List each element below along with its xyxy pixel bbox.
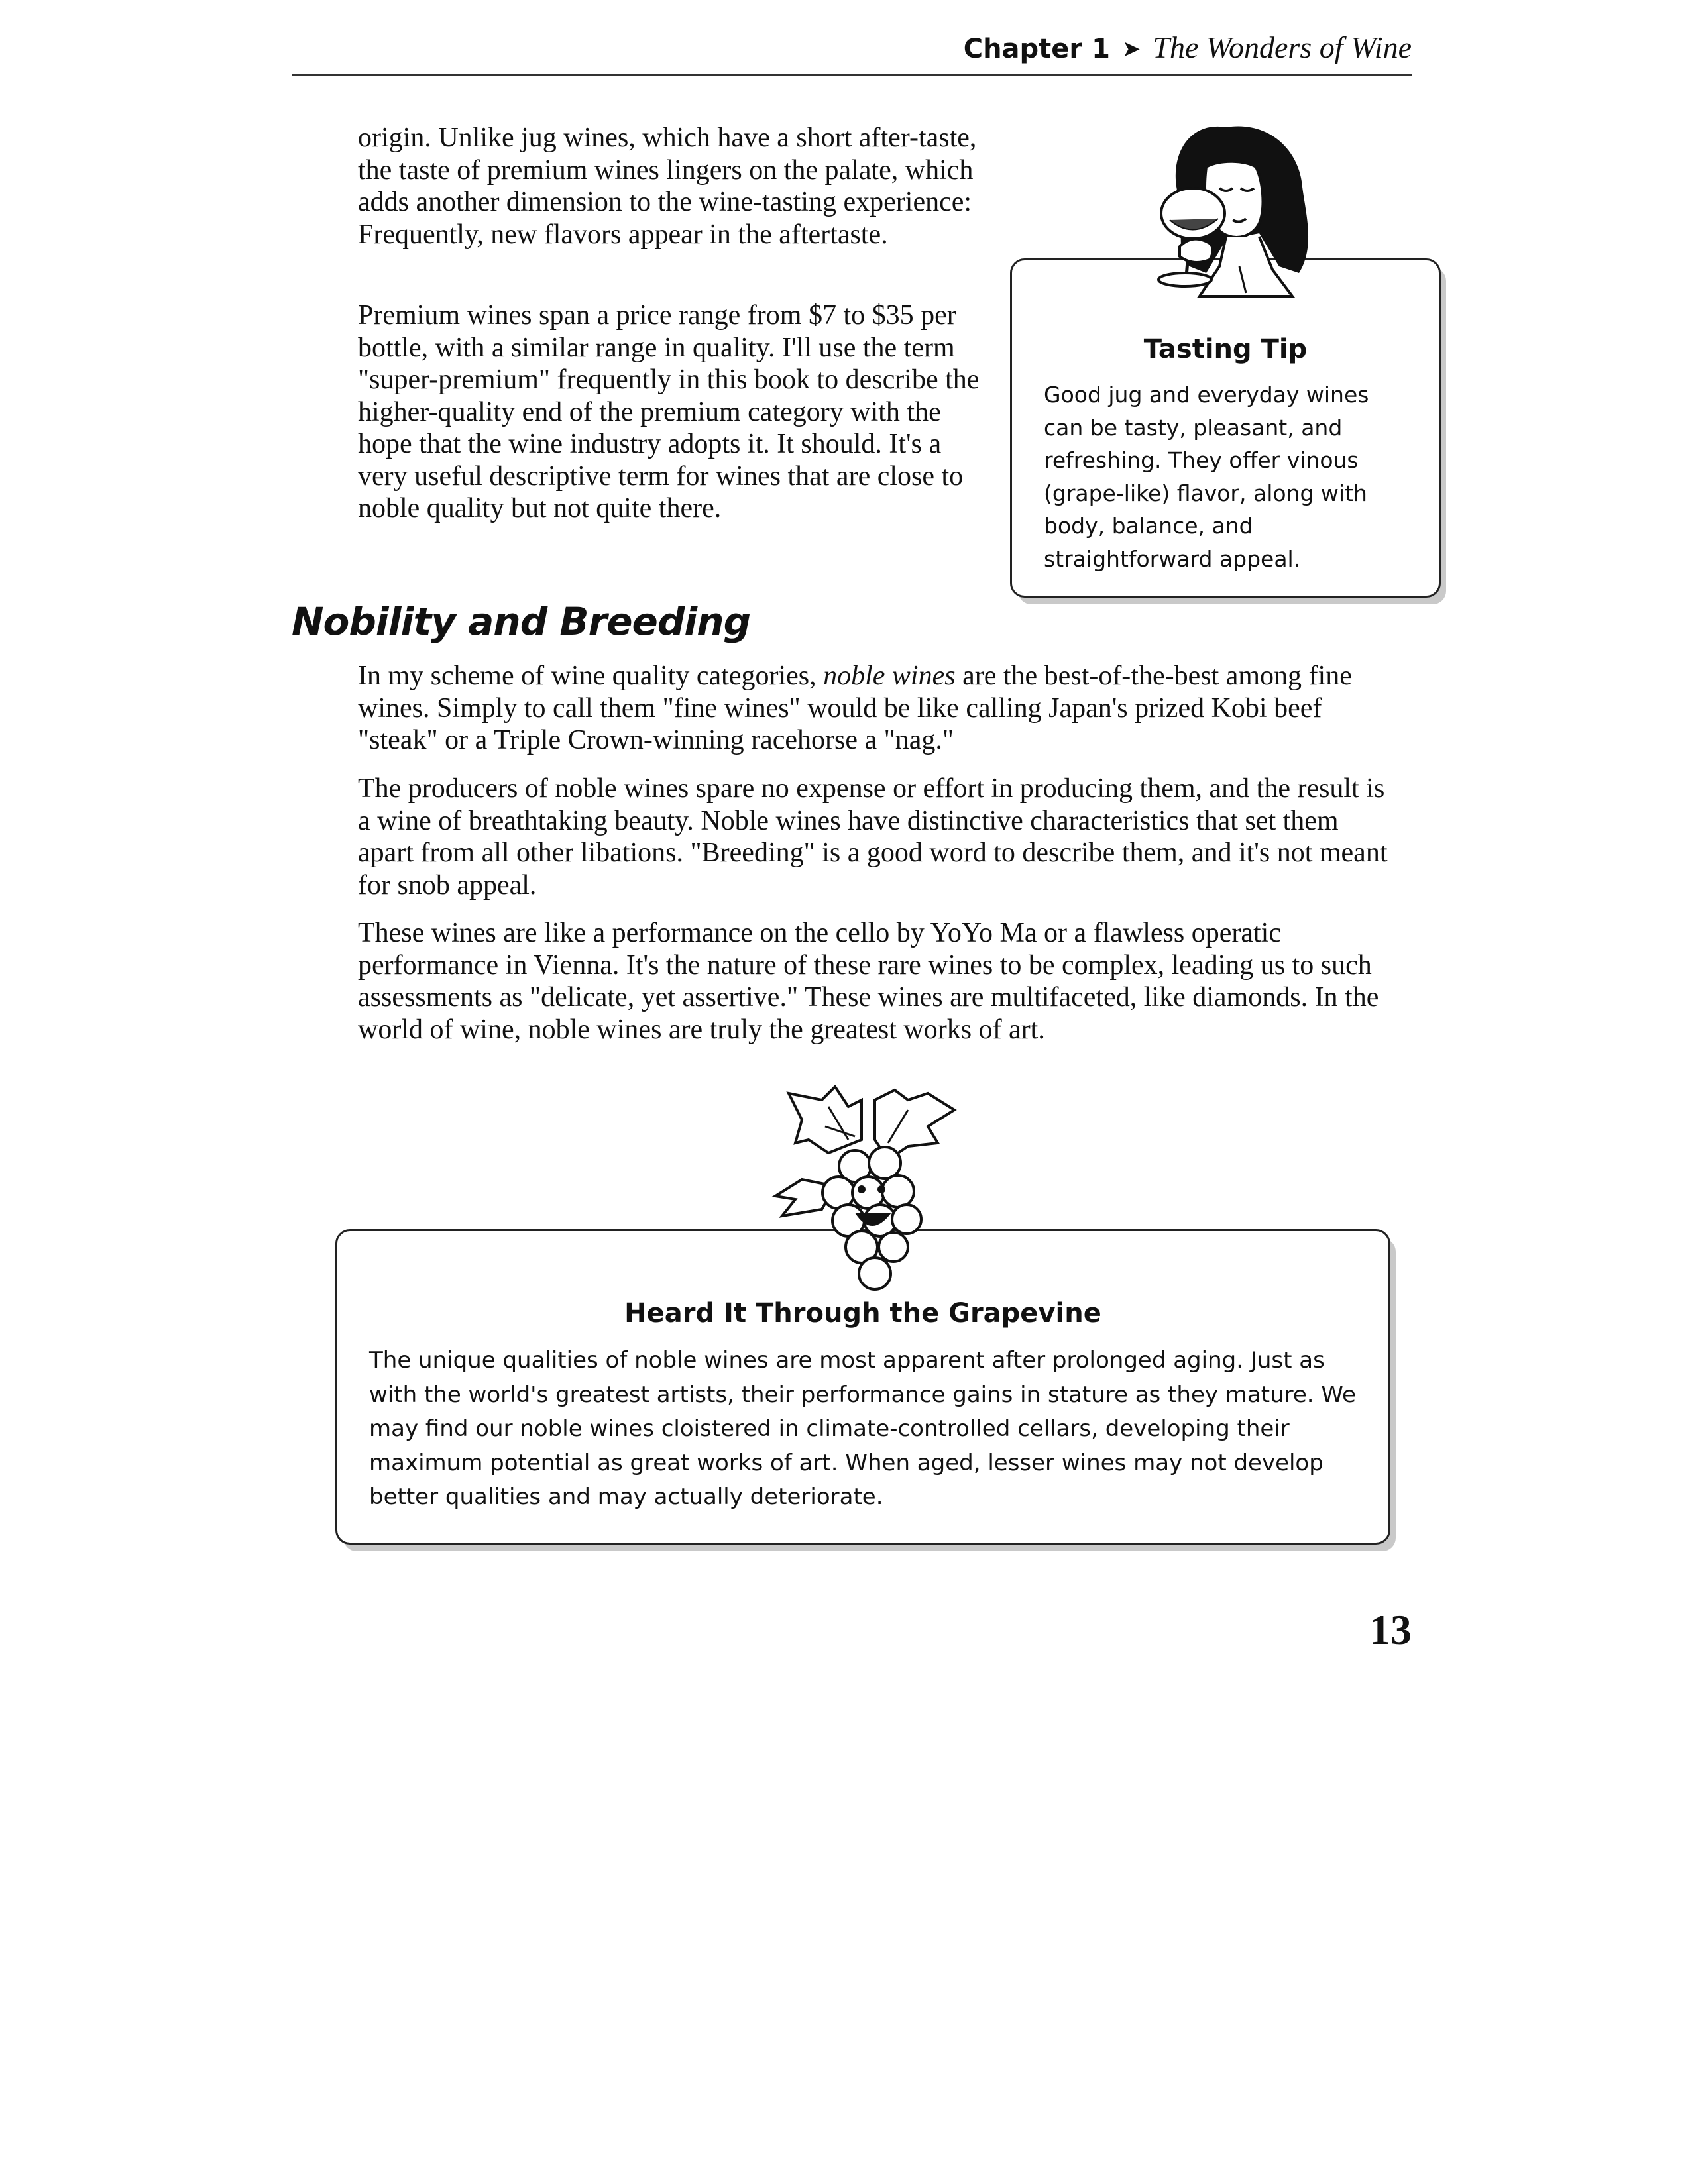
arrow-icon: ➤ <box>1121 37 1141 62</box>
body-paragraph: origin. Unlike jug wines, which have a short after-taste, the taste of premium wines lingers on the palate, which adds another dimension to the wine-tasting experience: Frequently, new flavors appear in the aftertaste. <box>358 123 977 250</box>
emphasis-text: noble wines <box>823 661 956 691</box>
section-heading: Nobility and Breeding <box>292 599 751 644</box>
paragraph-text: are the best-of-the-best among fine wines. Simply to call them "fine wines" would be like calling Japan's prized Kobi beef "steak" or a Triple Crown-winning racehorse a "nag." <box>358 661 1352 755</box>
body-paragraph: The producers of noble wines spare no expense or effort in producing them, and the result is a wine of breathtaking beauty. Noble wines have distinctive characteristics that set them apart from all other libations. "Breeding" is a good word to describe them, and it's not meant for snob appeal. <box>358 773 1388 901</box>
grapevine-title: Heard It Through the Grapevine <box>624 1298 1101 1329</box>
running-header <box>292 27 1412 69</box>
smiling-grape-bunch-icon <box>762 1080 974 1299</box>
body-paragraph: Premium wines span a price range from $7 to $35 per bottle, with a similar range in quality. I'll use the term "super-premium" frequently in this book to describe the higher-quality end of the premium category with the hope that the wine industry adopts it. It should. It's a very useful descriptive term for wines that are close to noble quality but not quite there. <box>358 300 980 523</box>
page-number: 13 <box>1369 1606 1412 1653</box>
tasting-tip-title: Tasting Tip <box>1143 334 1308 364</box>
chapter-label: Chapter 1 <box>963 34 1110 64</box>
header-rule <box>292 74 1412 76</box>
body-paragraph: These wines are like a performance on the cello by YoYo Ma or a flawless operatic performance in Vienna. It's the nature of these rare wines to be complex, leading us to such assessments as "delicate, yet assertive." These wines are multifaceted, like diamonds. In the world of wine, noble wines are truly the greatest works of art. <box>358 918 1379 1045</box>
paragraph-text: In my scheme of wine quality categories, <box>358 661 824 691</box>
grapevine-text: The unique qualities of noble wines are most apparent after prolonged aging. Just as with the world's greatest artists, their performance gains in stature as they mature. We may find our noble wines cloistered in climate-controlled cellars, developing their maximum potential as great works of art. When aged, lesser wines may not develop better qualities and may actually deteriorate. <box>369 1347 1356 1510</box>
chapter-title: The Wonders of Wine <box>1153 30 1412 64</box>
body-paragraph <box>358 660 1392 757</box>
tasting-tip-text: Good jug and everyday wines can be tasty, pleasant, and refreshing. They offer vinous (grape-like) flavor, along with body, balance, and straightforward appeal. <box>1044 382 1369 572</box>
woman-tasting-wine-icon <box>1127 114 1339 313</box>
